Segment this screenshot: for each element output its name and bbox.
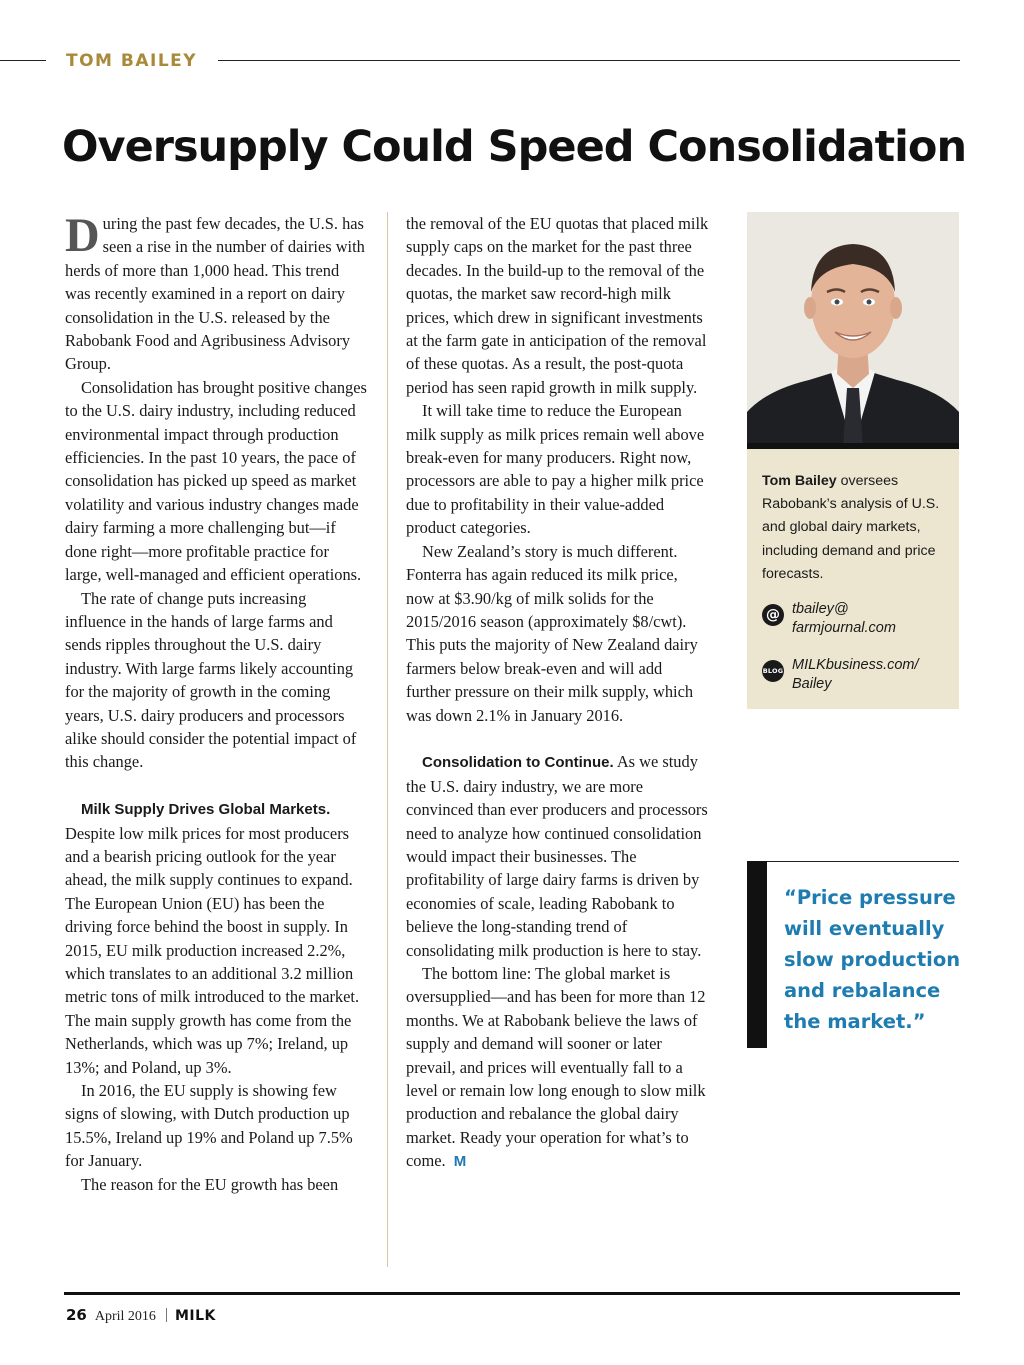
footer-rule	[64, 1292, 960, 1295]
header-rule-right	[218, 60, 960, 61]
author-portrait-illustration	[747, 212, 959, 448]
author-bio: Tom Bailey oversees Rabobank’s analysis of U.S. and global dairy markets, including demand and price forecasts.	[762, 473, 940, 582]
blog-icon: BLOG	[762, 660, 784, 682]
paragraph: The reason for the EU growth has been	[81, 1174, 339, 1194]
author-email[interactable]: @ tbailey@ farmjournal.com	[762, 600, 954, 638]
pull-quote-bar	[747, 861, 767, 1048]
paragraph: It will take time to reduce the European milk supply as milk prices remain well above break-even for many producers. Right now, processors are able to pay a higher milk price due to profitability in their value-added product categories.	[406, 401, 705, 538]
paragraph: Consolidation has brought positive changes to the U.S. dairy industry, including reduced environmental impact through production efficiencies. In the past 10 years, the pace of consolidation has picked up speed as market volatility and various industry changes made dairy farming a more challenging but—if done right—more profitable practice for large, well-managed and efficient operations.	[65, 377, 367, 585]
subhead: Consolidation to Continue.	[422, 754, 614, 772]
paragraph: Despite low milk prices for most producers and a bearish pricing outlook for the year ahead, the milk supply continues to expand. The European Union (EU) has been the driving force behind the boost in supply. In 2015, EU milk production increased 2.2%, which translates to an additional 3.2 million metric tons of milk introduced to the market. The main supply growth has come from the Netherlands, which was up 7%; Ireland, up 13%; and Poland, up 3%.	[65, 823, 360, 1077]
paragraph: The bottom line: The global market is oversupplied—and has been for more than 12 months. We at Rabobank believe the laws of supply and demand will sooner or later prevail, and prices will eventually fall to a level or remain low long enough to slow milk production and rebalance the global dairy market. Ready your operation for what’s to come. M	[406, 963, 706, 1171]
issue-date: April 2016	[94, 1309, 156, 1324]
paragraph: The rate of change puts increasing influence in the hands of large farms and sends ripples throughout the U.S. dairy industry. With large farms likely accounting for the majority of growth in the coming years, U.S. dairy producers and processors alike should consider the potential impact of this change.	[65, 588, 357, 772]
article-column-1	[65, 209, 367, 1196]
paragraph-with-subhead: Consolidation to Continue. As we study the U.S. dairy industry, we are more convinced than ever producers and processors need to analyze how continued consolidation would impact their businesses. The profitability of large dairy farms is driven by economies of scale, leading Rabobank to believe the long-standing trend of consolidating milk production is here to stay.	[406, 752, 708, 960]
photo-bottom-rule	[747, 443, 959, 449]
pull-quote: “Price pressure will eventually slow production and rebalance the market.”	[784, 886, 961, 1033]
author-tag: TOM BAILEY	[66, 51, 198, 71]
paragraph: In 2016, the EU supply is showing few signs of slowing, with Dutch production up 15.5%, Ireland up 19% and Poland up 7.5% for January.	[65, 1081, 353, 1171]
paragraph: During the past few decades, the U.S. has seen a rise in the number of dairies with herds of more than 1,000 head. This trend was recently examined in a report on dairy consolidation in the U.S. released by the Rabobank Food and Agribusiness Advisory Group.	[65, 209, 365, 374]
page-footer	[66, 1306, 216, 1328]
author-blog-link[interactable]: BLOG MILKbusiness.com/ Bailey	[762, 657, 919, 692]
header-rule-left	[0, 60, 46, 61]
subhead: Milk Supply Drives Global Markets.	[81, 801, 331, 819]
email-icon: @	[762, 604, 784, 626]
column-divider	[387, 212, 388, 1267]
drop-cap: D	[65, 209, 100, 262]
article-title: Oversupply Could Speed Consolidation	[62, 122, 967, 172]
end-mark-icon: M	[453, 1153, 467, 1171]
footer-separator	[166, 1308, 167, 1322]
page-number: 26	[66, 1306, 87, 1324]
magazine-name: MILK	[174, 1308, 216, 1324]
author-photo	[747, 212, 959, 448]
paragraph: the removal of the EU quotas that placed milk supply caps on the market for the past three decades. In the build-up to the removal of the quotas, the market saw record-high milk prices, which drew in significant investments at the farm gate in anticipation of the removal of these quotas. As a result, the post-quota period has seen rapid growth in milk supply.	[406, 214, 709, 397]
paragraph: New Zealand’s story is much different. Fonterra has again reduced its milk price, now at $3.90/kg of milk solids for the 2015/2016 season (approximately $8/cwt). This puts the majority of New Zealand dairy farmers below break-even and will add further pressure on their milk supply, which was down 2.1% in January 2016.	[406, 541, 698, 725]
pull-quote-rule	[747, 861, 959, 862]
article-column-2	[406, 212, 710, 1174]
author-name: Tom Bailey	[762, 473, 837, 489]
